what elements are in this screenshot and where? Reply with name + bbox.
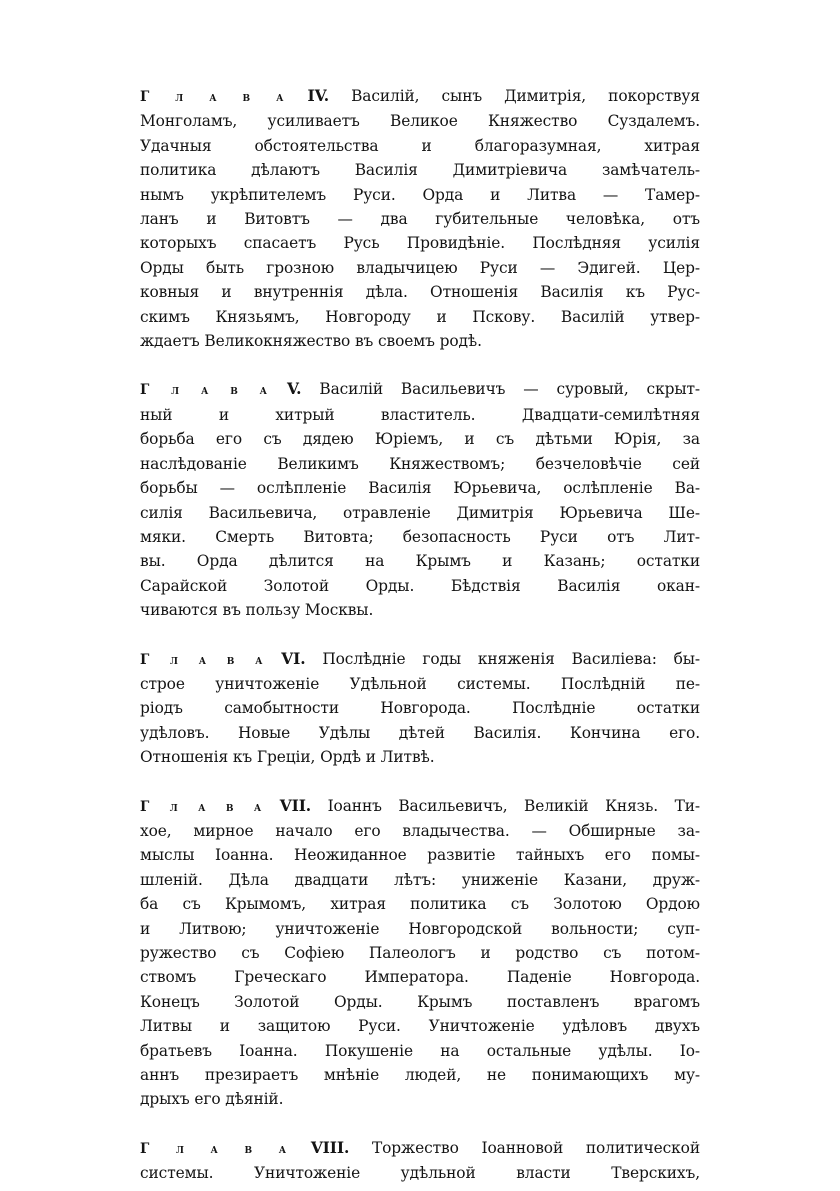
text-line: которыхъ спасаетъ Русь Провидѣніе. Послѣдняя усилія [140,234,700,253]
text-line: чиваются въ пользу Москвы. [140,601,374,620]
text-line: Г л а в а IV. Василій, сынъ Димитрія, покорствуя [140,87,700,105]
text-line: Удачныя обстоятельства и благоразумная, хитрая [140,136,700,155]
text-line: шленій. Дѣла двадцати лѣтъ: униженіе Казани, друж- [140,870,700,889]
chapter-viii-summary [140,1136,700,1186]
text-line: мяки. Смерть Витовта; безопасность Руси отъ Лит- [140,527,700,546]
text-line: удѣловъ. Новые Удѣлы дѣтей Василія. Кончина его. [140,723,700,742]
text-line: ковныя и внутреннія дѣла. Отношенія Василія къ Рус- [140,283,700,302]
chapter-vii-summary [140,794,700,1112]
chapter-number: VII. [279,796,312,815]
text-line: и Литвою; уничтоженіе Новгородской вольности; суп- [140,919,700,938]
text-line: борьбы — ослѣпленіе Василія Юрьевича, ослѣпленіе Ва- [140,479,700,498]
text-line: ружество съ Софіею Палеологъ и родство съ потом- [140,944,700,962]
chapter-number: V. [286,380,302,399]
text-line: братьевъ Іоанна. Покушеніе на остальные удѣлы. Іо- [140,1041,700,1060]
text-line: политика дѣлаютъ Василія Димитріевича замѣчатель- [140,161,700,180]
chapter-number: VI. [281,649,306,668]
chapter-number: IV. [307,87,329,105]
text-line: ріодъ самобытности Новгорода. Послѣдніе остатки [140,699,700,718]
text-line: системы. Уничтоженіе удѣльной власти Тверскихъ, [140,1164,700,1183]
text-line: Литвы и защитою Руси. Уничтоженіе удѣловъ двухъ [140,1017,700,1036]
text-line: аннъ презираетъ мнѣніе людей, не понимающихъ му- [140,1066,700,1085]
text-line: Конецъ Золотой Орды. Крымъ поставленъ врагомъ [140,992,700,1011]
text-line: Г л а в а VI. Послѣдніе годы княженія Василіева: бы- [140,649,700,668]
text-line: ный и хитрый властитель. Двадцати-семилѣтняя [140,405,700,424]
text-line: ланъ и Витовтъ — два губительные человѣка, отъ [140,210,700,229]
chapter-label: Г л а в а [140,382,269,399]
page-content [140,84,700,1186]
chapter-label: Г л а в а [140,89,286,105]
chapter-iv-summary [140,84,700,353]
text-line: мыслы Іоанна. Неожиданное развитіе тайныхъ его помы- [140,846,700,865]
text-line: строе уничтоженіе Удѣльной системы. Послѣдній пе- [140,674,700,693]
text-line: Орды быть грозною владычицею Руси — Эдигей. Цер- [140,258,700,277]
text-line: хое, мирное начало его владычества. — Обширные за- [140,821,700,840]
text-line: Отношенія къ Греціи, Ордѣ и Литвѣ. [140,748,435,767]
text-line: нымъ укрѣпителемъ Руси. Орда и Литва — Тамер- [140,185,700,204]
chapter-vi-summary [140,647,700,770]
chapter-label: Г л а в а [140,651,265,668]
chapter-number: VIII. [310,1138,350,1157]
text-line: Г л а в а VIII. Торжество Іоанновой политической [140,1138,700,1157]
text-line: дрыхъ его дѣяній. [140,1090,284,1109]
text-line: вы. Орда дѣлится на Крымъ и Казань; остатки [140,552,700,571]
text-line: Г л а в а VII. Іоаннъ Васильевичъ, Великій Князь. Ти- [140,796,700,815]
text-line: силія Васильевича, отравленіе Димитрія Юрьевича Ше- [140,503,700,522]
text-line: борьба его съ дядею Юріемъ, и съ дѣтьми Юрія, за [140,430,700,449]
text-line: ствомъ Греческаго Императора. Паденіе Новгорода. [140,968,700,987]
text-line: ба съ Крымомъ, хитрая политика съ Золотою Ордою [140,895,700,914]
text-line: Г л а в а V. Василій Васильевичъ — суровый, скрыт- [140,380,700,399]
chapter-label: Г л а в а [140,1140,289,1157]
chapter-v-summary [140,377,700,622]
text-line: Монголамъ, усиливаетъ Великое Княжество Суздалемъ. [140,112,700,131]
text-line: ждаетъ Великокняжество въ своемъ родѣ. [140,332,482,351]
text-line: Сарайской Золотой Орды. Бѣдствія Василія окан- [140,576,700,595]
text-line: наслѣдованіе Великимъ Княжествомъ; безчеловѣчіе сей [140,454,700,473]
text-line: скимъ Князьямъ, Новгороду и Пскову. Василій утвер- [140,307,700,326]
chapter-label: Г л а в а [140,798,264,815]
